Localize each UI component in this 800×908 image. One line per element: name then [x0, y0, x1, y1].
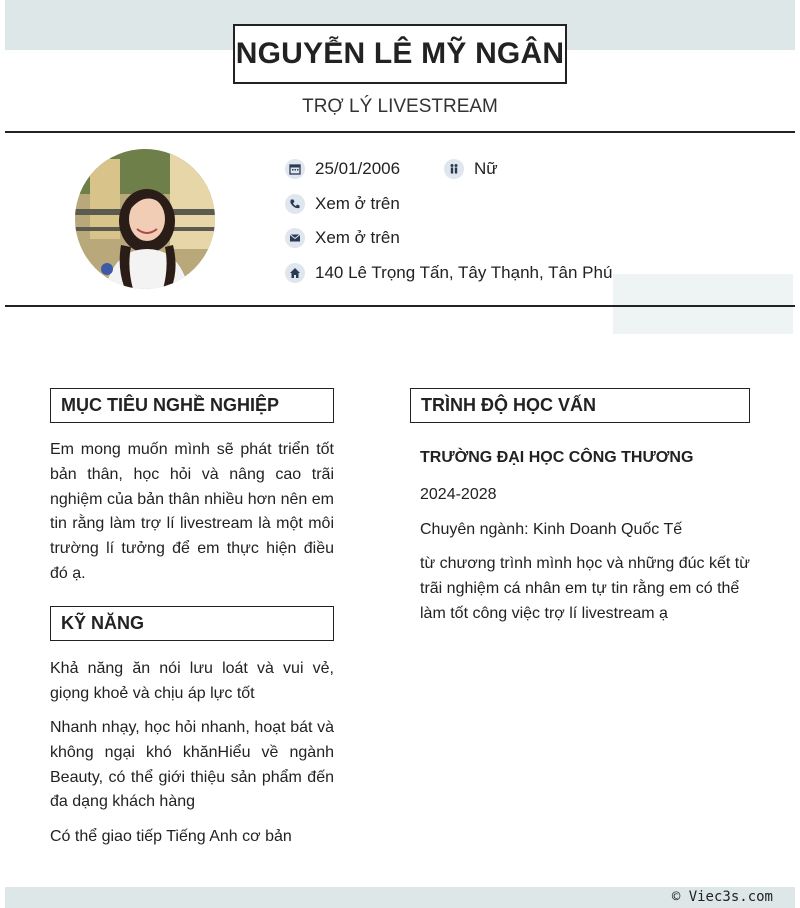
objective-text: Em mong muốn mình sẽ phát triển tốt bản thân, học hỏi và nâng cao trãi nghiệm của bản thân nhiều hơn nên em tin rằng làm trợ lí livestream là một môi trường lí tưởng để em thực hiện điều đó ạ. — [50, 441, 334, 582]
school-name: TRƯỜNG ĐẠI HỌC CÔNG THƯƠNG — [420, 449, 694, 466]
portrait-photo — [75, 149, 215, 289]
job-title: TRỢ LÝ LIVESTREAM — [302, 96, 498, 117]
education-years: 2024-2028 — [420, 486, 497, 503]
education-description: từ chương trình mình học và những đúc kết từ trãi nghiệm cá nhân em tự tin rằng em có thể làm tốt công việc trợ lí livestream ạ — [420, 555, 750, 622]
address-row — [285, 263, 612, 283]
footer-band — [5, 887, 795, 908]
education-major: Chuyên ngành: Kinh Doanh Quốc Tế — [420, 521, 683, 538]
birthdate-value: 25/01/2006 — [315, 159, 401, 178]
divider-top — [5, 131, 795, 133]
name-box — [233, 24, 567, 84]
gender-value: Nữ — [474, 159, 498, 178]
objective-title: MỤC TIÊU NGHỀ NGHIỆP — [50, 388, 334, 423]
education-title: TRÌNH ĐỘ HỌC VẤN — [410, 388, 750, 423]
email-row — [285, 228, 400, 248]
phone-row — [285, 194, 400, 214]
gender-icon — [444, 159, 464, 179]
divider-bottom — [5, 305, 795, 307]
skills-title: KỸ NĂNG — [50, 606, 334, 641]
skill-item: Nhanh nhạy, học hỏi nhanh, hoạt bát và không ngại khó khănHiểu về ngành Beauty, có thể giới thiệu sản phẩm đến đa dạng khách hàng — [50, 719, 334, 811]
calendar-icon — [285, 159, 305, 179]
watermark: © Viec3s.com — [671, 889, 773, 905]
decorative-block — [613, 274, 793, 334]
phone-value: Xem ở trên — [315, 194, 400, 213]
address-value: 140 Lê Trọng Tấn, Tây Thạnh, Tân Phú — [315, 263, 613, 282]
mail-icon — [285, 228, 305, 248]
birthdate-row — [285, 159, 400, 179]
avatar — [75, 149, 215, 289]
home-icon — [285, 263, 305, 283]
skill-item: Khả năng ăn nói lưu loát và vui vẻ, giọng khoẻ và chịu áp lực tốt — [50, 660, 334, 702]
skill-item: Có thể giao tiếp Tiếng Anh cơ bản — [50, 828, 292, 845]
candidate-name: NGUYỄN LÊ MỸ NGÂN — [235, 37, 565, 70]
gender-row — [444, 159, 498, 179]
phone-icon — [285, 194, 305, 214]
email-value: Xem ở trên — [315, 228, 400, 247]
